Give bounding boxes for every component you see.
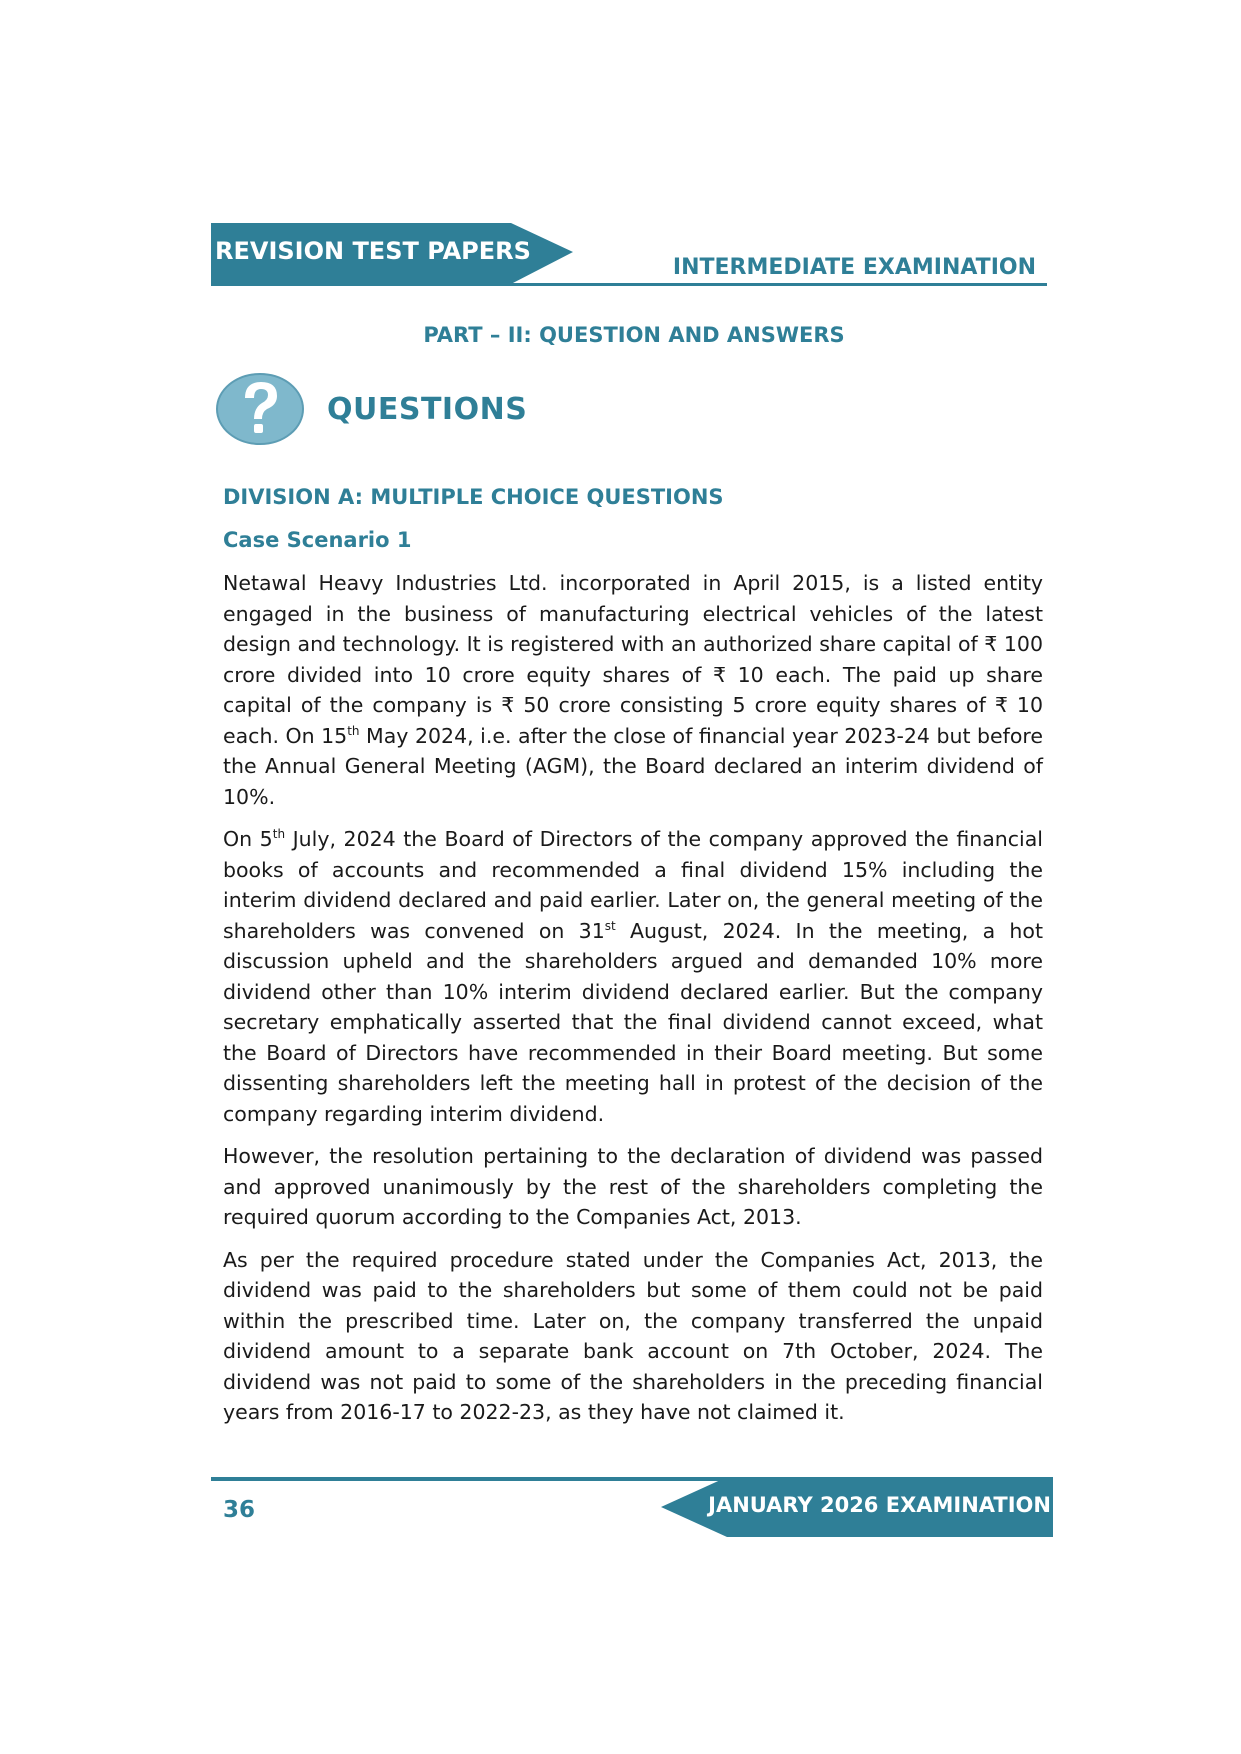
questions-heading: QUESTIONS [327, 392, 528, 427]
paragraph-4: As per the required procedure stated under the Companies Act, 2013, the dividend was paid to the shareholders but some of them could not be paid within the prescribed time. Later on, the company transferred the unpaid dividend amount to a separate bank account on 7th October, 2024. The dividend was not paid to some of the shareholders in the preceding financial years from 2016-17 to 2022-23, as they have not claimed it. [223, 1247, 1043, 1424]
paragraph-2: On 5th July, 2024 the Board of Directors of the company approved the financial books of accounts and recommended a final dividend 15% including the interim dividend declared and paid earlier. Later on, the general meeting of the shareholders was convened on 31st August, 2024. In the meeting, a hot discussion upheld and the shareholders argued and demanded 10% more dividend other than 10% interim dividend declared earlier. But the company secretary emphatically asserted that the final dividend cannot exceed, what the Board of Directors have recommended in their Board meeting. But some dissenting shareholders left the meeting hall in protest of the decision of the company regarding interim dividend. [223, 827, 1044, 1126]
footer-exam-label: JANUARY 2026 EXAMINATION [708, 1493, 1051, 1517]
case-scenario-body [223, 568, 1043, 1440]
question-mark-icon [215, 372, 305, 446]
part-title: PART – II: QUESTION AND ANSWERS [423, 323, 845, 347]
header-tab [211, 223, 573, 285]
paragraph-3: However, the resolution pertaining to the declaration of dividend was passed and approved unanimously by the rest of the shareholders completing the required quorum according to the Companies Act, 2013. [223, 1144, 1043, 1229]
header-left-label: REVISION TEST PAPERS [215, 237, 531, 265]
division-heading: DIVISION A: MULTIPLE CHOICE QUESTIONS [223, 485, 724, 509]
page-number: 36 [223, 1497, 256, 1523]
header-divider [211, 283, 1047, 286]
header-right-label: INTERMEDIATE EXAMINATION [672, 255, 1036, 280]
footer-tab [661, 1477, 1053, 1537]
paragraph-1: Netawal Heavy Industries Ltd. incorporated in April 2015, is a listed entity engaged in the business of manufacturing electrical vehicles of the latest design and technology. It is registered with an authorized share capital of ₹ 100 crore divided into 10 crore equity shares of ₹ 10 each. The paid up share capital of the company is ₹ 50 crore consisting 5 crore equity shares of ₹ 10 each. On 15th May 2024, i.e. after the close of financial year 2023-24 but before the Annual General Meeting (AGM), the Board declared an interim dividend of 10%. [223, 571, 1043, 809]
case-scenario-heading: Case Scenario 1 [223, 528, 412, 552]
